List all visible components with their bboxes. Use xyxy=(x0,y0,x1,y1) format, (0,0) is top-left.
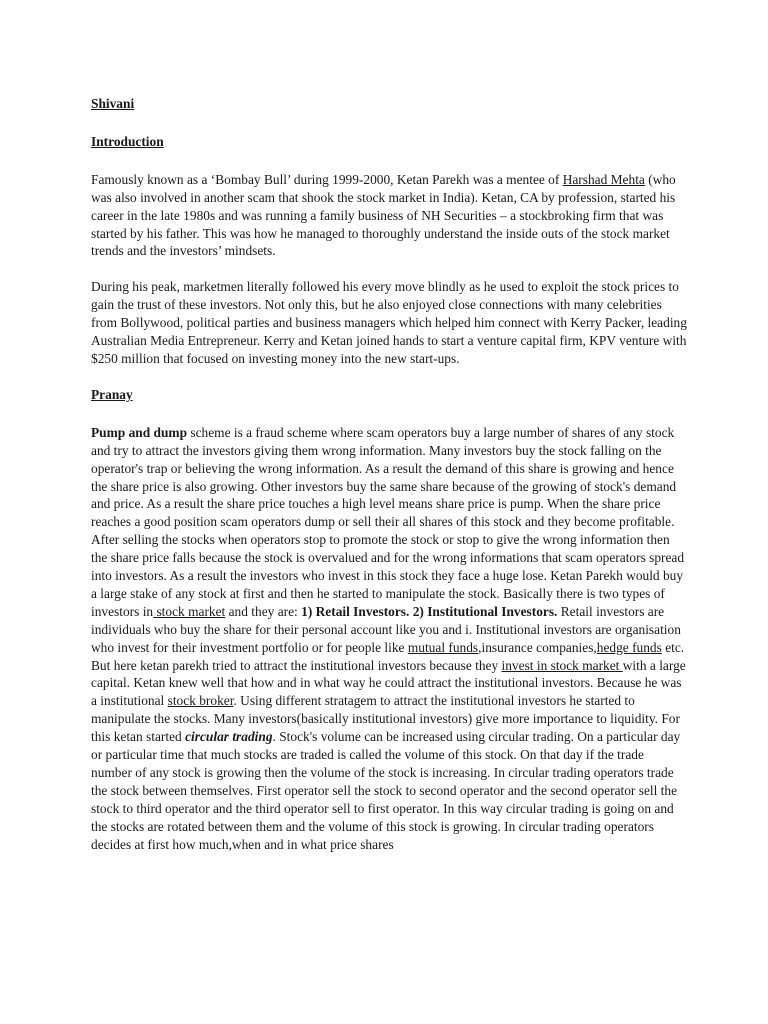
stock-broker-link[interactable]: stock broker xyxy=(167,693,234,709)
pump-and-dump-term: Pump and dump xyxy=(91,424,188,440)
text-run: with a large capital. Ketan knew well that how and in what way he could attract the institutional investors. Because he was a institutional xyxy=(91,657,686,709)
intro-paragraph-2: During his peak, marketmen literally followed his every move blindly as he used to exploit the stock prices to gain the trust of these investors. Not only this, but he also enjoyed close connections with many celebrities from Bollywood, political parties and business managers which helped him connect with Kerry Packer, leading Australian Media Entrepreneur. Kerry and Ketan joined hands to start a venture capital firm, KPV venture with $250 million that focused on investing money into the new start-ups. xyxy=(91,279,687,366)
hedge-funds-link[interactable]: hedge funds xyxy=(596,639,662,655)
text-run: and they are: xyxy=(225,603,302,619)
author-heading-pranay: Pranay xyxy=(91,386,133,402)
text-run: scheme is a fraud scheme where scam operators buy a large number of shares of any stock and try to attract the investors giving them wrong information. Many investors buy the stock falling on the operator's trap or believing the wrong information. As a result the demand of this share is growing and hence the share price is also growing. Other investors buy the same share because of the growing of stock's demand and price. As a result the share price touches a high level means share price is pump. When the share price reaches a good position scam operators dump or sell their all shares of this stock and they become profitable. After selling the stocks when operators stop to promote the stock or stop to give the wrong information then the share price falls because the stock is overvalued and for the wrong informations that scam operators spread into investors. As a result the investors who invest in this stock they face a huge lose. Ketan Parekh would buy a large stake of any stock at first and then he started to manipulate the stock. Basically there is two types of investors in xyxy=(91,424,685,619)
circular-trading-term: circular trading xyxy=(185,729,273,745)
author-heading-shivani: Shivani xyxy=(91,96,135,111)
harshad-mehta-link[interactable]: Harshad Mehta xyxy=(562,171,645,187)
text-run: etc. But here ketan parekh tried to attract the institutional investors because they xyxy=(91,639,685,673)
text-run: Famously known as a ‘Bombay Bull’ during 1999-2000, Ketan Parekh was a mentee of xyxy=(91,171,563,187)
invest-in-stock-market-link[interactable]: invest in stock market xyxy=(501,657,623,673)
text-run: . Using different stratagem to attract the institutional investors he started to manipulate the stocks. Many investors(basically institutional investors) give more importance to liquidity. For this ketan started xyxy=(91,693,680,745)
introduction-heading: Introduction xyxy=(91,133,164,149)
mutual-funds-link[interactable]: mutual funds xyxy=(407,639,479,655)
text-run: . Stock's volume can be increased using circular trading. On a particular day or particular time that much stocks are traded is called the volume of this stock. On that day if the trade number of any stock is growing then the volume of the stock is increasing. In circular trading operators trade the stock between themselves. First operator sell the stock to second operator and the second operator sell the stock to third operator and the third operator sell to first operator. In this way circular trading is going on and the stocks are rotated between them and the volume of this stock is growing. In circular trading operators decides at first how much,when and in what price shares xyxy=(91,729,681,852)
stock-market-link[interactable]: stock market xyxy=(153,603,226,619)
intro-paragraph-1 xyxy=(91,171,688,261)
investor-types-term: 1) Retail Investors. 2) Institutional Investors. xyxy=(301,603,558,619)
text-run: ,insurance companies, xyxy=(478,639,597,655)
text-run: Retail investors are individuals who buy the share for their personal account like you and i. Institutional investors are organisation who invest for their investment portfolio or for people like xyxy=(91,603,681,655)
text-run: (who was also involved in another scam that shook the stock market in India). Ketan, CA by profession, started his career in the late 1980s and was running a family business of NH Securities – a stockbroking firm that was started by his father. This was how he managed to thoroughly understand the inside outs of the stock market trends and the investors’ mindsets. xyxy=(91,171,676,259)
pump-and-dump-paragraph xyxy=(91,424,688,854)
